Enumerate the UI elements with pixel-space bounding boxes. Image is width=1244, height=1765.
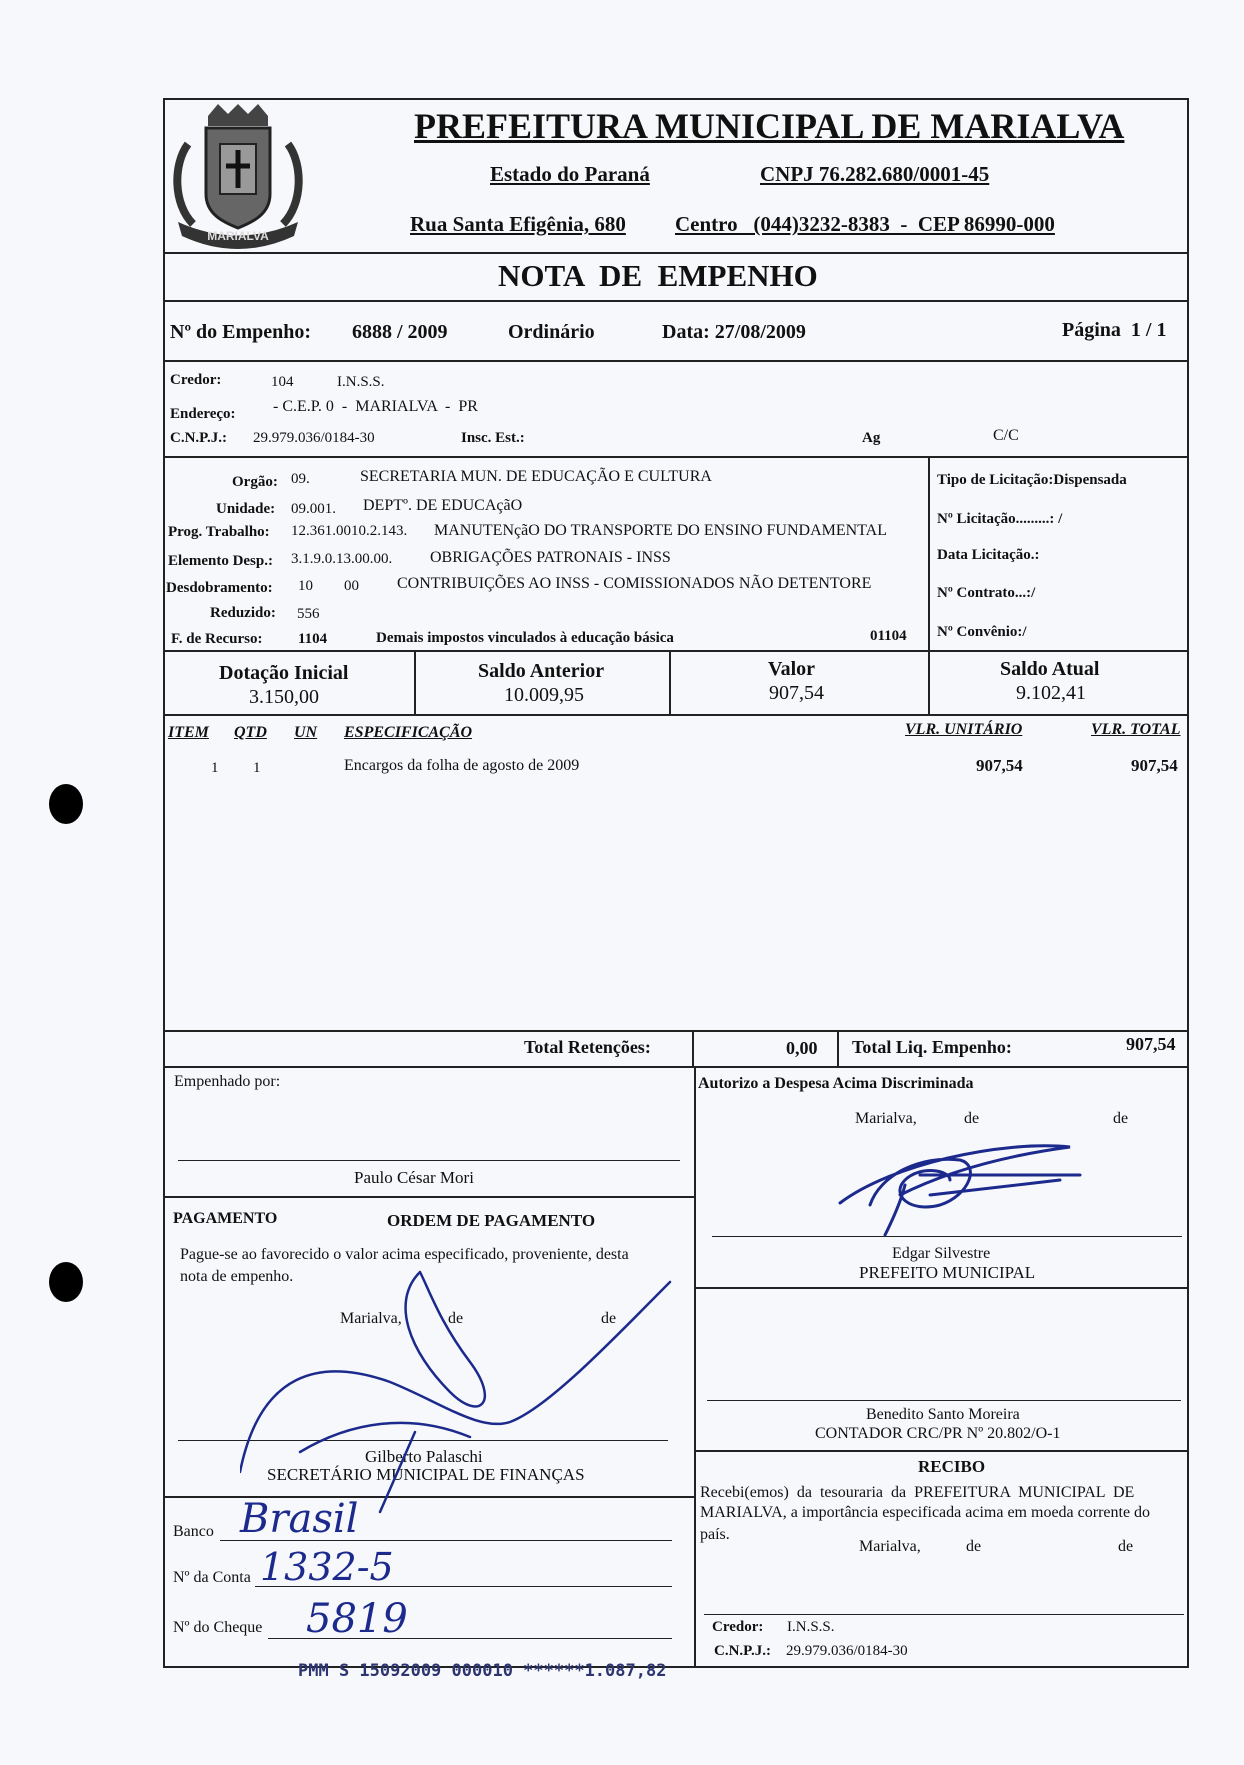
- recibo-cnpj: 29.979.036/0184-30: [786, 1643, 908, 1659]
- empenho-type: Ordinário: [508, 321, 595, 343]
- cheque-value: 5819: [306, 1596, 408, 1642]
- licitacao-numero: Nº Licitação.........: /: [937, 511, 1063, 527]
- dotacao-value: 3.150,00: [249, 686, 319, 708]
- ordem-label: ORDEM DE PAGAMENTO: [387, 1211, 596, 1230]
- col-total: VLR. TOTAL: [1091, 721, 1181, 738]
- recibo-text-3: país.: [700, 1526, 730, 1543]
- unidade-label: Unidade:: [216, 501, 276, 517]
- anterior-label: Saldo Anterior: [478, 660, 605, 682]
- empenho-number: 6888 / 2009: [352, 321, 448, 343]
- prog-code: 12.361.0010.2.143.: [291, 523, 408, 539]
- autorizo-label: Autorizo a Despesa Acima Discriminada: [698, 1075, 974, 1092]
- col-item: ITEM: [168, 724, 209, 741]
- dotacao-label: Dotação Inicial: [219, 662, 349, 684]
- unidade-name: DEPTº. DE EDUCAçãO: [363, 497, 523, 514]
- orgao-name: SECRETARIA MUN. DE EDUCAÇÃO E CULTURA: [360, 468, 712, 485]
- crest-banner-text: MARIALVA: [207, 229, 269, 243]
- row-item: 1: [211, 760, 219, 776]
- licitacao-contrato: Nº Contrato...:/: [937, 585, 1036, 601]
- elemento-name: OBRIGAÇÕES PATRONAIS - INSS: [430, 549, 671, 566]
- pagamento-label: PAGAMENTO: [173, 1210, 278, 1227]
- pagamento-de-2: de: [601, 1310, 617, 1327]
- valor-value: 907,54: [769, 682, 824, 704]
- recibo-title: RECIBO: [918, 1457, 986, 1476]
- recibo-credor-label: Credor:: [712, 1619, 764, 1635]
- row-total: 907,54: [1131, 756, 1178, 775]
- credor-code: 104: [271, 374, 294, 390]
- banco-label: Banco: [173, 1523, 214, 1540]
- licitacao-convenio: Nº Convênio:/: [937, 624, 1027, 640]
- atual-value: 9.102,41: [1016, 682, 1086, 704]
- credor-cc-label: C/C: [993, 427, 1019, 444]
- pagamento-text-1: Pague-se ao favorecido o valor acima especificado, proveniente, desta: [180, 1246, 629, 1263]
- anterior-value: 10.009,95: [504, 684, 584, 706]
- recurso-code: 1104: [298, 631, 328, 647]
- pagamento-text-2: nota de empenho.: [180, 1268, 294, 1285]
- retencoes-label: Total Retenções:: [524, 1037, 651, 1057]
- orgao-code: 09.: [291, 471, 310, 487]
- col-un: UN: [294, 724, 318, 741]
- prog-name: MANUTENçãO DO TRANSPORTE DO ENSINO FUNDAMENTAL: [434, 522, 887, 539]
- desdob-b: 00: [344, 578, 359, 594]
- desdob-label: Desdobramento:: [166, 580, 273, 596]
- elemento-code: 3.1.9.0.13.00.00.: [291, 551, 393, 567]
- empenhado-label: Empenhado por:: [174, 1073, 281, 1090]
- credor-address: - C.E.P. 0 - MARIALVA - PR: [273, 398, 478, 415]
- elemento-label: Elemento Desp.:: [168, 553, 273, 569]
- recibo-credor-name: I.N.S.S.: [787, 1619, 835, 1635]
- credor-cnpj: 29.979.036/0184-30: [253, 430, 375, 446]
- finance-signature: [240, 1262, 680, 1522]
- recurso-label: F. de Recurso:: [171, 631, 263, 647]
- pagamento-city: Marialva,: [340, 1310, 402, 1327]
- cheque-label: Nº do Cheque: [173, 1619, 263, 1636]
- header-cnpj: CNPJ 76.282.680/0001-45: [760, 162, 990, 186]
- row-qtd: 1: [253, 760, 261, 776]
- col-unit: VLR. UNITÁRIO: [905, 721, 1023, 738]
- header-state: Estado do Paraná: [490, 162, 650, 186]
- recibo-text-1: Recebi(emos) da tesouraria da PREFEITURA MUNICIPAL DE: [700, 1484, 1135, 1501]
- atual-label: Saldo Atual: [1000, 658, 1100, 680]
- empenho-number-label: Nº do Empenho:: [170, 321, 312, 343]
- header-contact: Centro (044)3232-8383 - CEP 86990-000: [675, 212, 1055, 236]
- recibo-cnpj-label: C.N.P.J.:: [714, 1643, 771, 1659]
- credor-ag-label: Ag: [862, 430, 881, 446]
- credor-name: I.N.S.S.: [337, 374, 385, 390]
- reduzido-value: 556: [297, 606, 320, 622]
- licitacao-tipo: Tipo de Licitação:Dispensada: [937, 472, 1127, 488]
- retencoes-value: 0,00: [786, 1038, 818, 1058]
- pagamento-signer: Gilberto Palaschi: [365, 1447, 483, 1466]
- liquido-value: 907,54: [1126, 1034, 1176, 1054]
- reduzido-label: Reduzido:: [210, 605, 276, 621]
- orgao-label: Orgão:: [232, 474, 278, 490]
- pagamento-de-1: de: [448, 1310, 464, 1327]
- recurso-ref: 01104: [870, 628, 907, 644]
- recibo-de-1: de: [966, 1538, 982, 1555]
- col-qtd: QTD: [234, 724, 267, 741]
- empenhado-name: Paulo César Mori: [354, 1168, 474, 1187]
- licitacao-data: Data Licitação.:: [937, 547, 1040, 563]
- autorizo-city: Marialva,: [855, 1110, 917, 1127]
- prog-label: Prog. Trabalho:: [168, 524, 270, 540]
- empenho-page: Página 1 / 1: [1062, 319, 1167, 341]
- credor-cnpj-label: C.N.P.J.:: [170, 430, 227, 446]
- autorizo-signer: Edgar Silvestre: [892, 1245, 991, 1262]
- autorizo-de-1: de: [964, 1110, 980, 1127]
- conta-value: 1332-5: [260, 1545, 394, 1589]
- contador-role: CONTADOR CRC/PR Nº 20.802/O-1: [815, 1425, 1061, 1442]
- print-code: PMM S 15092009 000010 ******1.087,82: [298, 1661, 667, 1681]
- autorizo-signer-role: PREFEITO MUNICIPAL: [859, 1263, 1036, 1282]
- conta-label: Nº da Conta: [173, 1569, 251, 1586]
- row-unit: 907,54: [976, 756, 1023, 775]
- header-title: PREFEITURA MUNICIPAL DE MARIALVA: [414, 106, 1125, 146]
- credor-insc-label: Insc. Est.:: [461, 430, 525, 446]
- empenho-date: Data: 27/08/2009: [662, 321, 806, 343]
- autorizo-de-2: de: [1113, 1110, 1129, 1127]
- credor-label: Credor:: [170, 372, 222, 388]
- contador-name: Benedito Santo Moreira: [866, 1406, 1020, 1423]
- valor-label: Valor: [768, 658, 816, 680]
- liquido-label: Total Liq. Empenho:: [852, 1037, 1012, 1057]
- doc-title: NOTA DE EMPENHO: [498, 258, 818, 293]
- municipal-crest-icon: [168, 104, 308, 254]
- recibo-de-2: de: [1118, 1538, 1134, 1555]
- col-spec: ESPECIFICAÇÃO: [344, 724, 473, 741]
- punch-hole-top: [49, 784, 83, 824]
- desdob-name: CONTRIBUIÇÕES AO INSS - COMISSIONADOS NÃO DETENTORE: [397, 575, 872, 592]
- banco-value: Brasil: [240, 1496, 359, 1542]
- mayor-signature: [830, 1135, 1090, 1245]
- unidade-code: 09.001.: [291, 501, 336, 517]
- pagamento-signer-role: SECRETÁRIO MUNICIPAL DE FINANÇAS: [267, 1465, 585, 1484]
- row-spec: Encargos da folha de agosto de 2009: [344, 757, 580, 774]
- recibo-city: Marialva,: [859, 1538, 921, 1555]
- header-address: Rua Santa Efigênia, 680: [410, 212, 626, 236]
- recibo-text-2: MARIALVA, a importância especificada acima em moeda corrente do: [700, 1504, 1151, 1521]
- desdob-a: 10: [298, 578, 313, 594]
- credor-address-label: Endereço:: [170, 406, 236, 422]
- punch-hole-bottom: [49, 1262, 83, 1302]
- recurso-name: Demais impostos vinculados à educação básica: [376, 630, 674, 646]
